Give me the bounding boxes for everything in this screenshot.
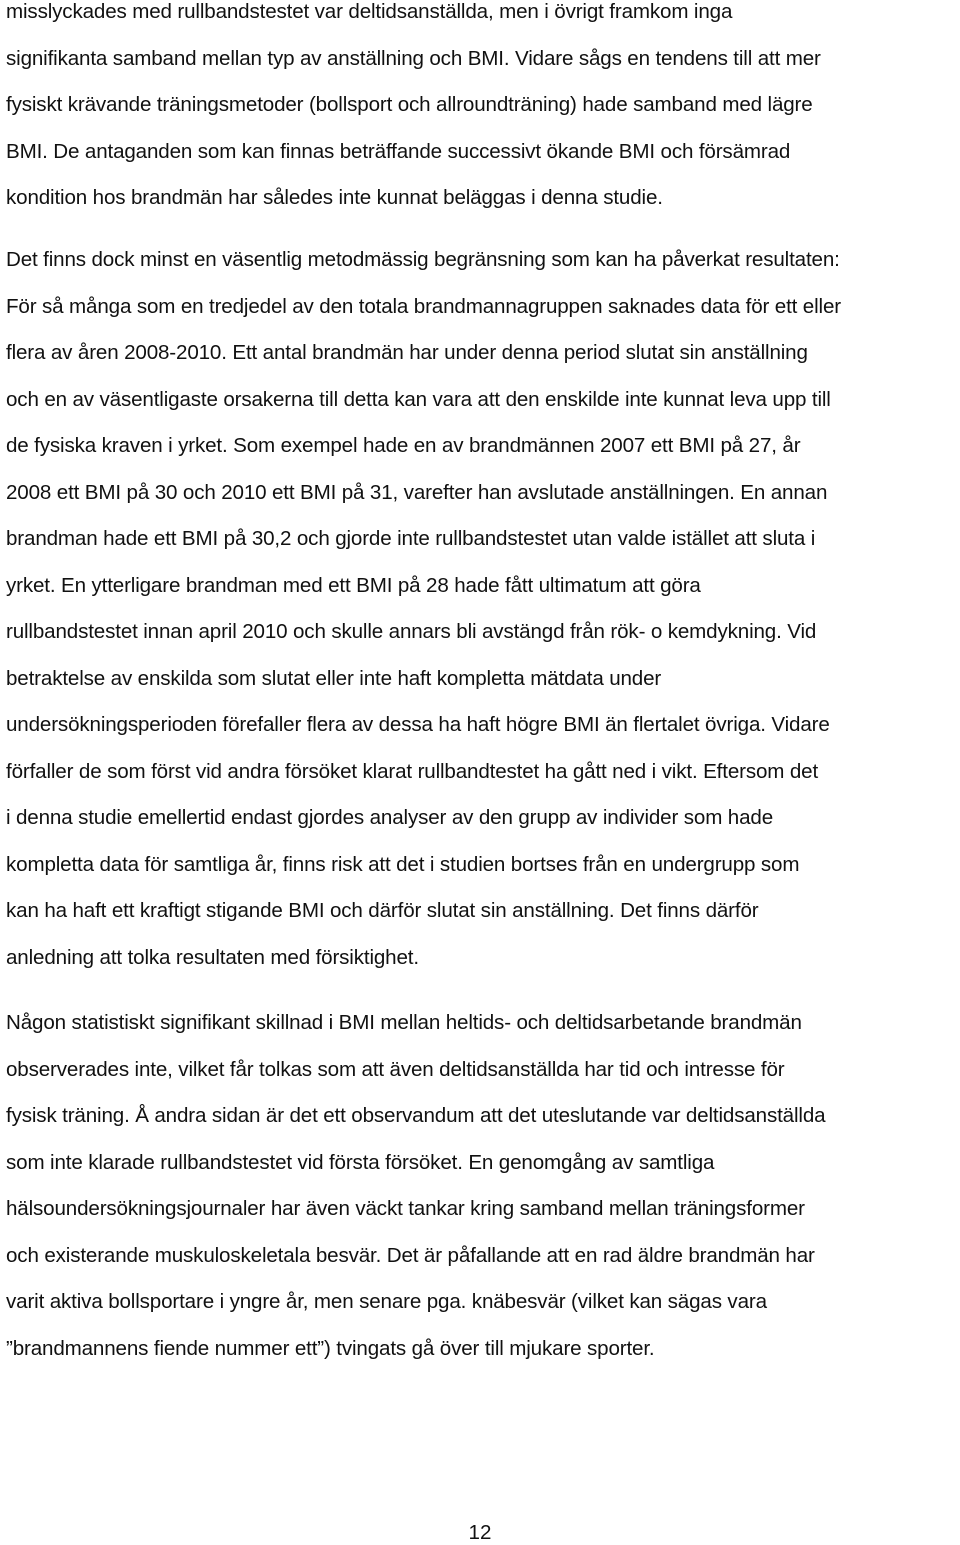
paragraph-method-limitations [6, 248, 958, 992]
text-line: förfaller de som först vid andra försöket klarat rullbandtestet ha gått ned i vikt. Eftersom det [6, 759, 819, 783]
paragraph-bmi-results [6, 0, 958, 233]
text-line: För så många som en tredjedel av den totala brandmannagruppen saknades data för ett eller [6, 294, 841, 318]
text-line: som inte klarade rullbandstestet vid första försöket. En genomgång av samtliga [6, 1150, 715, 1174]
text-line: betraktelse av enskilda som slutat eller inte haft kompletta mätdata under [6, 666, 662, 690]
text-line: fysisk träning. Å andra sidan är det ett observandum att det uteslutande var deltidsanställda [6, 1104, 826, 1127]
text-line: Någon statistiskt signifikant skillnad i BMI mellan heltids- och deltidsarbetande brandmän [6, 1011, 802, 1034]
text-line: kondition hos brandmän har således inte kunnat beläggas i denna studie. [6, 186, 663, 209]
text-line: hälsoundersökningsjournaler har även väckt tankar kring samband mellan träningsformer [6, 1197, 805, 1220]
text-line: flera av åren 2008-2010. Ett antal brandmän har under denna period slutat sin anställning [6, 341, 808, 364]
text-line: misslyckades med rullbandstestet var deltidsanställda, men i övrigt framkom inga [6, 0, 733, 23]
text-line: 2008 ett BMI på 30 och 2010 ett BMI på 31, varefter han avslutade anställningen. En annan [6, 480, 828, 504]
text-line: yrket. En ytterligare brandman med ett BMI på 28 hade fått ultimatum att göra [6, 573, 701, 597]
text-line: observerades inte, vilket får tolkas som att även deltidsanställda har tid och intresse för [6, 1057, 785, 1081]
text-line: kompletta data för samtliga år, finns risk att det i studien bortses från en undergrupp som [6, 852, 800, 876]
text-line: i denna studie emellertid endast gjordes analyser av den grupp av individer som hade [6, 806, 774, 829]
text-line: undersökningsperioden förefaller flera av dessa ha haft högre BMI än flertalet övriga. Vidare [6, 713, 830, 736]
text-line: fysiskt krävande träningsmetoder (bollsport och allroundträning) hade samband med lägre [6, 93, 813, 116]
text-line: varit aktiva bollsportare i yngre år, men senare pga. knäbesvär (vilket kan sägas vara [6, 1290, 767, 1313]
text-line: de fysiska kraven i yrket. Som exempel hade en av brandmännen 2007 ett BMI på 27, år [6, 434, 801, 457]
page-number: 12 [468, 1521, 492, 1544]
text-line: signifikanta samband mellan typ av anställning och BMI. Vidare sågs en tendens till att mer [6, 46, 821, 70]
text-line: Det finns dock minst en väsentlig metodmässig begränsning som kan ha påverkat resultaten: [6, 248, 840, 271]
text-line: rullbandstestet innan april 2010 och skulle annars bli avstängd från rök- o kemdykning. Vid [6, 620, 817, 643]
text-line: brandman hade ett BMI på 30,2 och gjorde inte rullbandstestet utan valde istället att sluta i [6, 527, 816, 550]
text-line: ”brandmannens fiende nummer ett”) tvingats gå över till mjukare sporter. [6, 1336, 655, 1360]
text-line: och existerande muskuloskeletala besvär. Det är påfallande att en rad äldre brandmän har [6, 1243, 815, 1267]
text-line: anledning att tolka resultaten med försiktighet. [6, 945, 419, 969]
text-line: och en av väsentligaste orsakerna till detta kan vara att den enskilde inte kunnat leva upp till [6, 387, 831, 411]
paragraph-fulltime-parttime [6, 1011, 958, 1383]
text-line: kan ha haft ett kraftigt stigande BMI och därför slutat sin anställning. Det finns därför [6, 899, 759, 922]
text-line: BMI. De antaganden som kan finnas beträffande successivt ökande BMI och försämrad [6, 139, 791, 163]
